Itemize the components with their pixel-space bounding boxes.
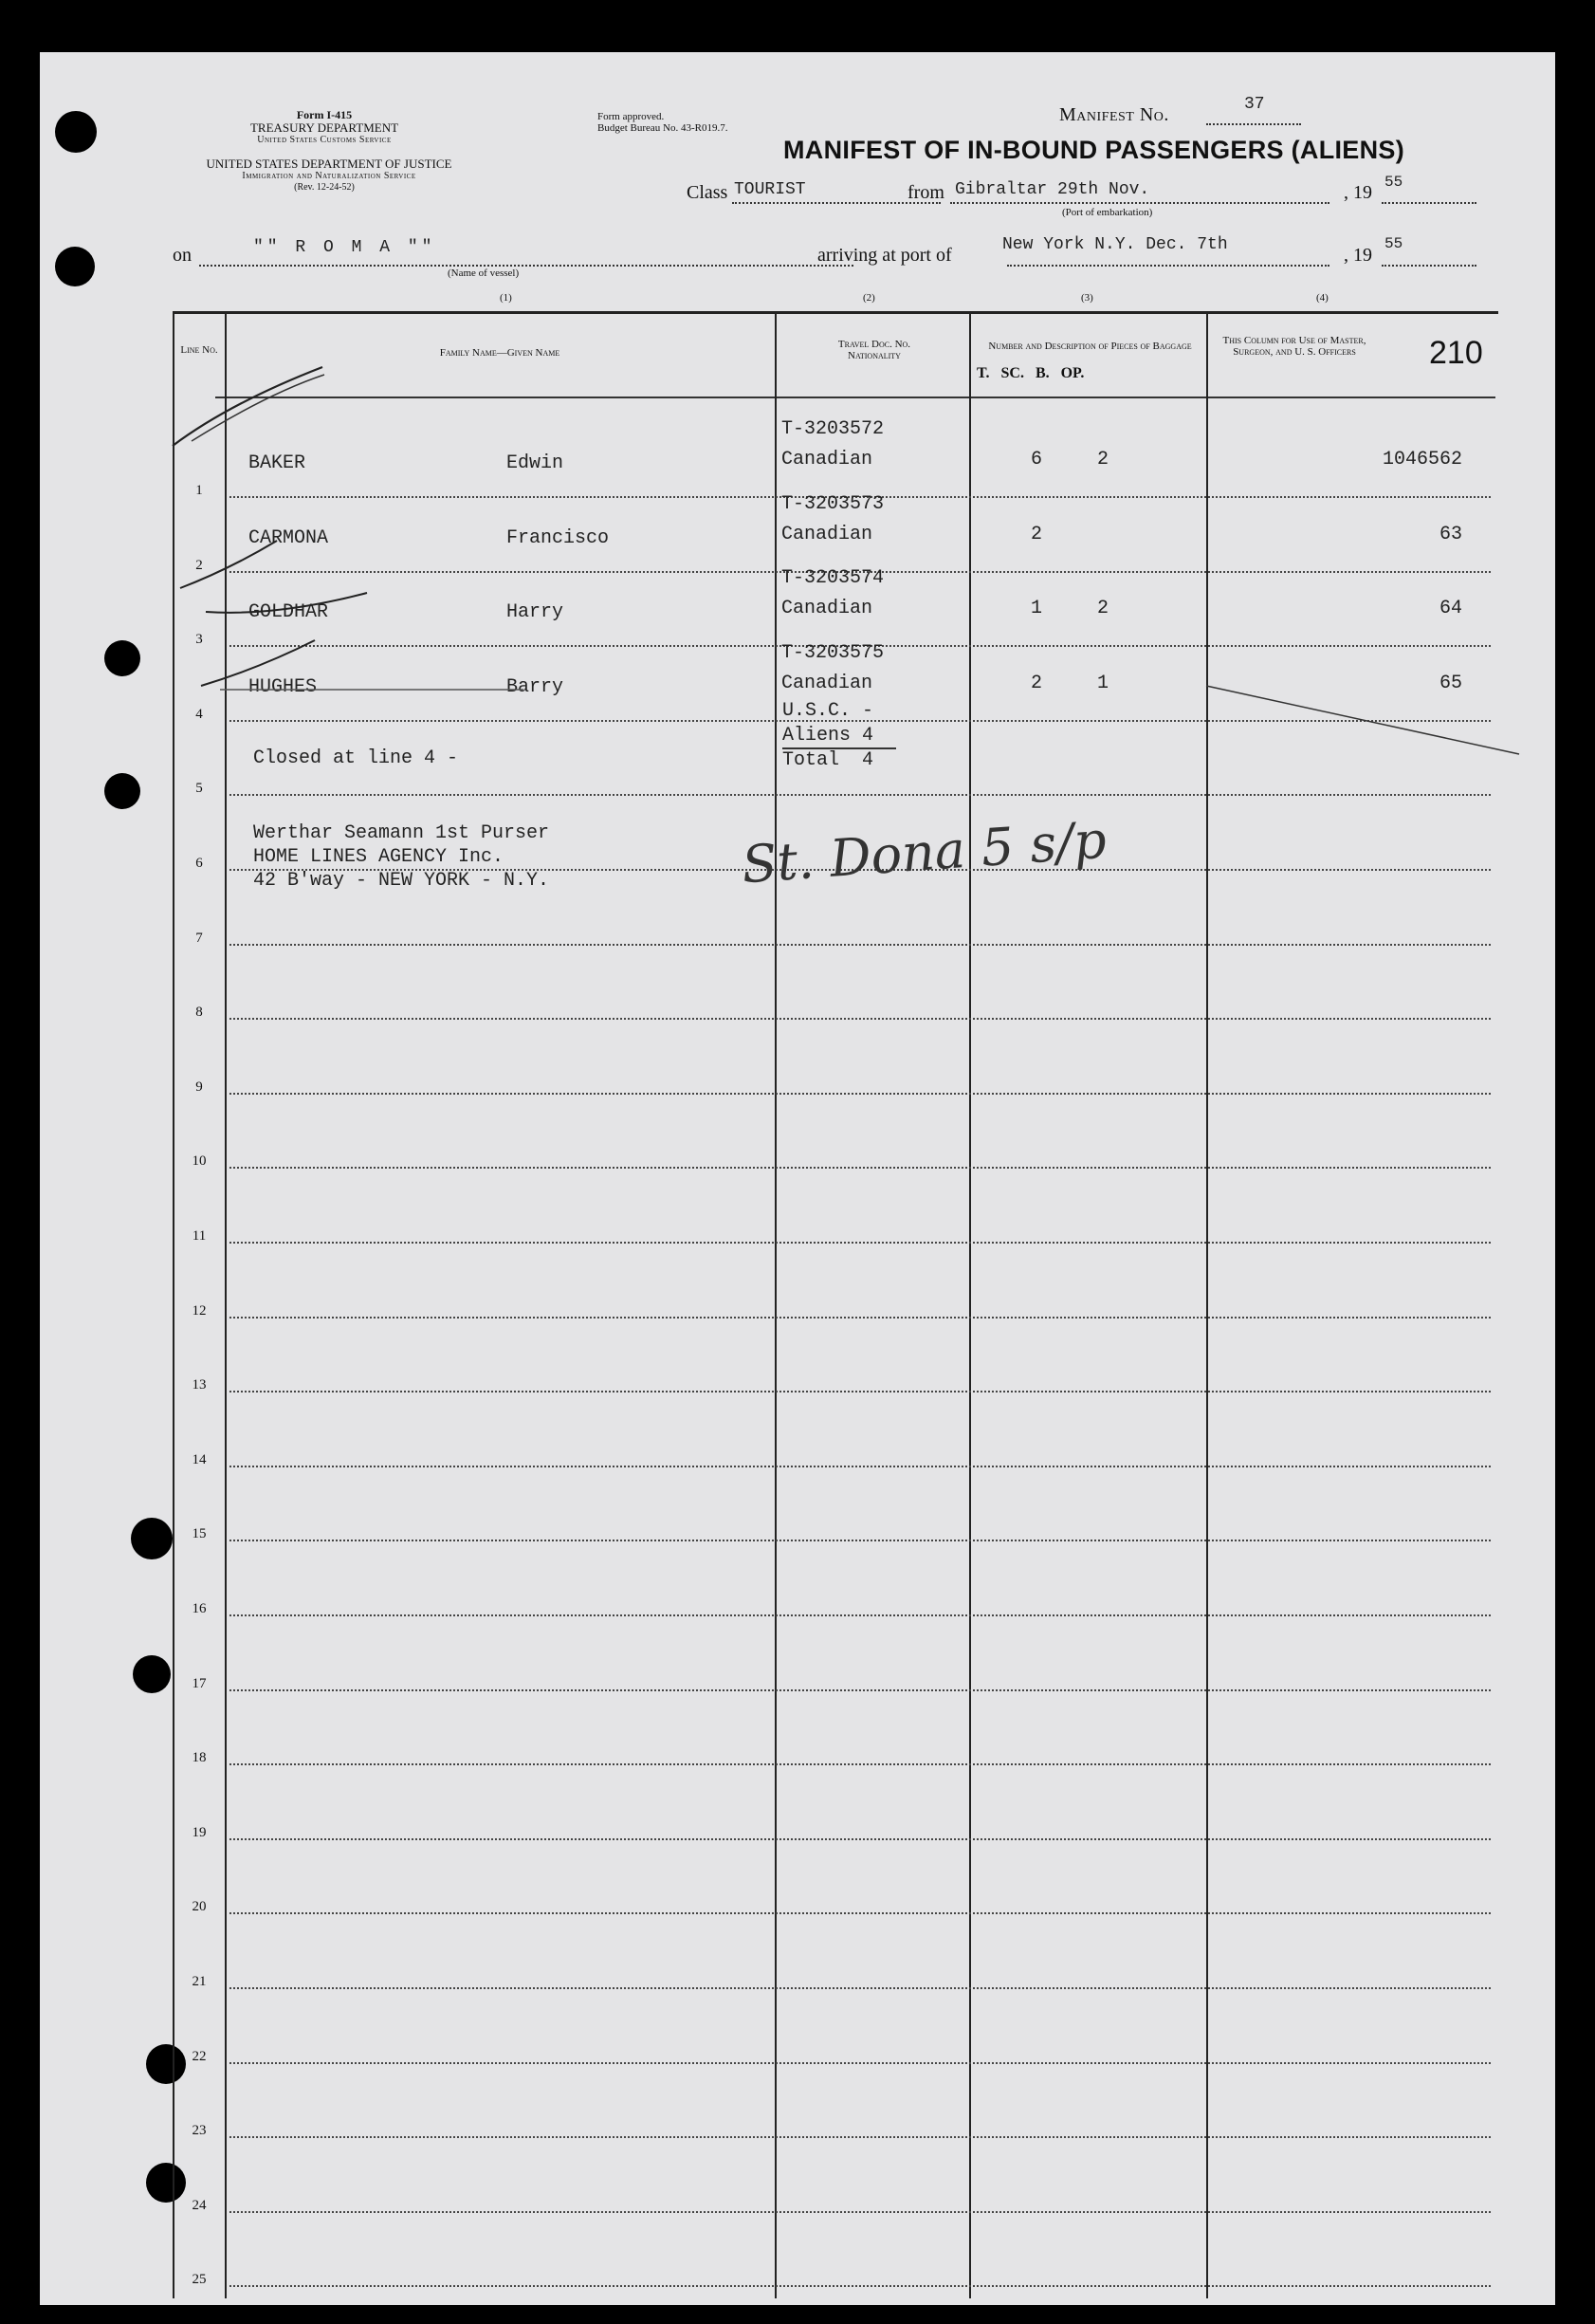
col-num-4: (4) (1316, 292, 1329, 304)
travel-doc-number: T-3203574 (781, 567, 885, 590)
travel-doc-number: T-3203575 (781, 641, 885, 664)
vessel-caption: (Name of vessel) (448, 267, 520, 279)
manifest-label: Manifest No. (1059, 104, 1169, 125)
aliens-count: Aliens 4 (782, 725, 874, 747)
agency-address: 42 B'way - NEW YORK - N.Y. (253, 870, 550, 892)
officer-signature: St. Dona 5 s/p (740, 809, 1109, 895)
arrival-port-date: New York N.Y. Dec. 7th (1002, 235, 1228, 254)
travel-doc-number: T-3203573 (781, 492, 885, 515)
vessel-name: "" R O M A "" (253, 238, 436, 257)
year-value: 55 (1384, 174, 1403, 191)
embarkation-caption: (Port of embarkation) (1062, 207, 1153, 218)
closed-at-line: Closed at line 4 - (253, 747, 459, 769)
line-number: 24 (192, 2197, 207, 2213)
col-num-1: (1) (500, 292, 512, 304)
nationality: Canadian (781, 523, 873, 545)
baggage-count-1: 1 (1031, 598, 1043, 620)
line-number: 6 (195, 856, 203, 871)
embarkation-port: Gibraltar 29th Nov. (955, 180, 1150, 199)
baggage-count-1: 2 (1031, 672, 1043, 694)
col-header-officers: This Column for Use of Master, Surgeon, and U. S. Officers (1222, 335, 1366, 358)
col-num-2: (2) (863, 292, 875, 304)
officer-column-value: 64 (1439, 598, 1462, 620)
line-number: 11 (192, 1228, 207, 1244)
arriving-label: arriving at port of (817, 245, 952, 266)
line-number: 17 (192, 1675, 207, 1691)
document-title: MANIFEST OF IN-BOUND PASSENGERS (ALIENS) (783, 136, 1405, 164)
travel-doc-number: T-3203572 (781, 418, 885, 440)
given-name: Francisco (506, 526, 610, 549)
year-prefix: , 19 (1344, 182, 1372, 203)
class-label: Class (687, 182, 728, 203)
line-number: 9 (195, 1079, 203, 1095)
year-prefix-2: , 19 (1344, 245, 1372, 266)
line-number: 12 (192, 1302, 207, 1319)
line-number: 20 (192, 1899, 207, 1915)
line-number: 4 (195, 706, 203, 722)
revision: (Rev. 12-24-52) (294, 182, 355, 193)
line-number: 8 (195, 1005, 203, 1021)
family-name: HUGHES (248, 675, 318, 698)
baggage-count-1: 2 (1031, 523, 1043, 545)
officer-column-value: 63 (1439, 523, 1462, 545)
form-approved: Form approved. (597, 111, 665, 122)
col-header-line-no: Line No. (180, 344, 218, 356)
line-number: 15 (192, 1526, 207, 1542)
given-name: Edwin (506, 452, 564, 474)
line-number: 10 (192, 1153, 207, 1170)
baggage-count-2: 1 (1097, 672, 1109, 694)
checkmark-strokes (40, 52, 1555, 2305)
baggage-count-1: 6 (1031, 449, 1043, 470)
nationality: Canadian (781, 672, 873, 694)
usc-count: U.S.C. - (782, 700, 874, 722)
budget-bureau: Budget Bureau No. 43-R019.7. (597, 122, 728, 134)
ins-service: Immigration and Naturalization Service (242, 171, 416, 181)
family-name: GOLDHAR (248, 601, 329, 624)
page-number: 210 (1429, 335, 1483, 371)
total-count: Total 4 (782, 749, 874, 771)
line-number: 7 (195, 930, 203, 946)
officer-column-value: 1046562 (1382, 449, 1462, 470)
col-num-3: (3) (1081, 292, 1093, 304)
col-header-baggage: Number and Description of Pieces of Baggage (988, 341, 1192, 352)
line-number: 14 (192, 1451, 207, 1467)
line-number: 1 (195, 483, 203, 498)
treasury-dept: TREASURY DEPARTMENT (249, 120, 399, 135)
manifest-page (40, 52, 1555, 2305)
line-number: 13 (192, 1377, 207, 1393)
nationality: Canadian (781, 449, 873, 470)
line-number: 21 (192, 1974, 207, 1989)
line-number: 5 (195, 781, 203, 797)
nationality: Canadian (781, 598, 873, 620)
family-name: CARMONA (248, 526, 329, 549)
manifest-number: 37 (1244, 95, 1265, 114)
line-number: 16 (192, 1601, 207, 1616)
class-value: TOURIST (734, 180, 806, 199)
justice-dept: UNITED STATES DEPARTMENT OF JUSTICE (206, 157, 452, 171)
line-number: 19 (192, 1824, 207, 1840)
line-number: 22 (192, 2048, 207, 2064)
baggage-subheader: T. SC. B. OP. (977, 365, 1085, 381)
line-number: 3 (195, 632, 203, 648)
on-label: on (173, 245, 192, 266)
purser-name: Werthar Seamann 1st Purser (253, 822, 550, 844)
family-name: BAKER (248, 452, 306, 474)
agency-name: HOME LINES AGENCY Inc. (253, 846, 504, 868)
line-number: 23 (192, 2123, 207, 2139)
baggage-count-2: 2 (1097, 449, 1109, 470)
officer-column-value: 65 (1439, 672, 1462, 694)
given-name: Barry (506, 675, 564, 698)
line-number: 2 (195, 557, 203, 573)
line-number: 18 (192, 1750, 207, 1766)
from-label: from (908, 182, 944, 203)
form-number: Form I-415 (296, 108, 353, 121)
year-value-2: 55 (1384, 235, 1403, 252)
line-number: 25 (192, 2272, 207, 2288)
baggage-count-2: 2 (1097, 598, 1109, 620)
col-header-name: Family Name—Given Name (439, 347, 560, 359)
col-header-travel-doc: Travel Doc. No. Nationality (837, 339, 911, 361)
customs-service: United States Customs Service (257, 135, 392, 145)
given-name: Harry (506, 601, 564, 624)
